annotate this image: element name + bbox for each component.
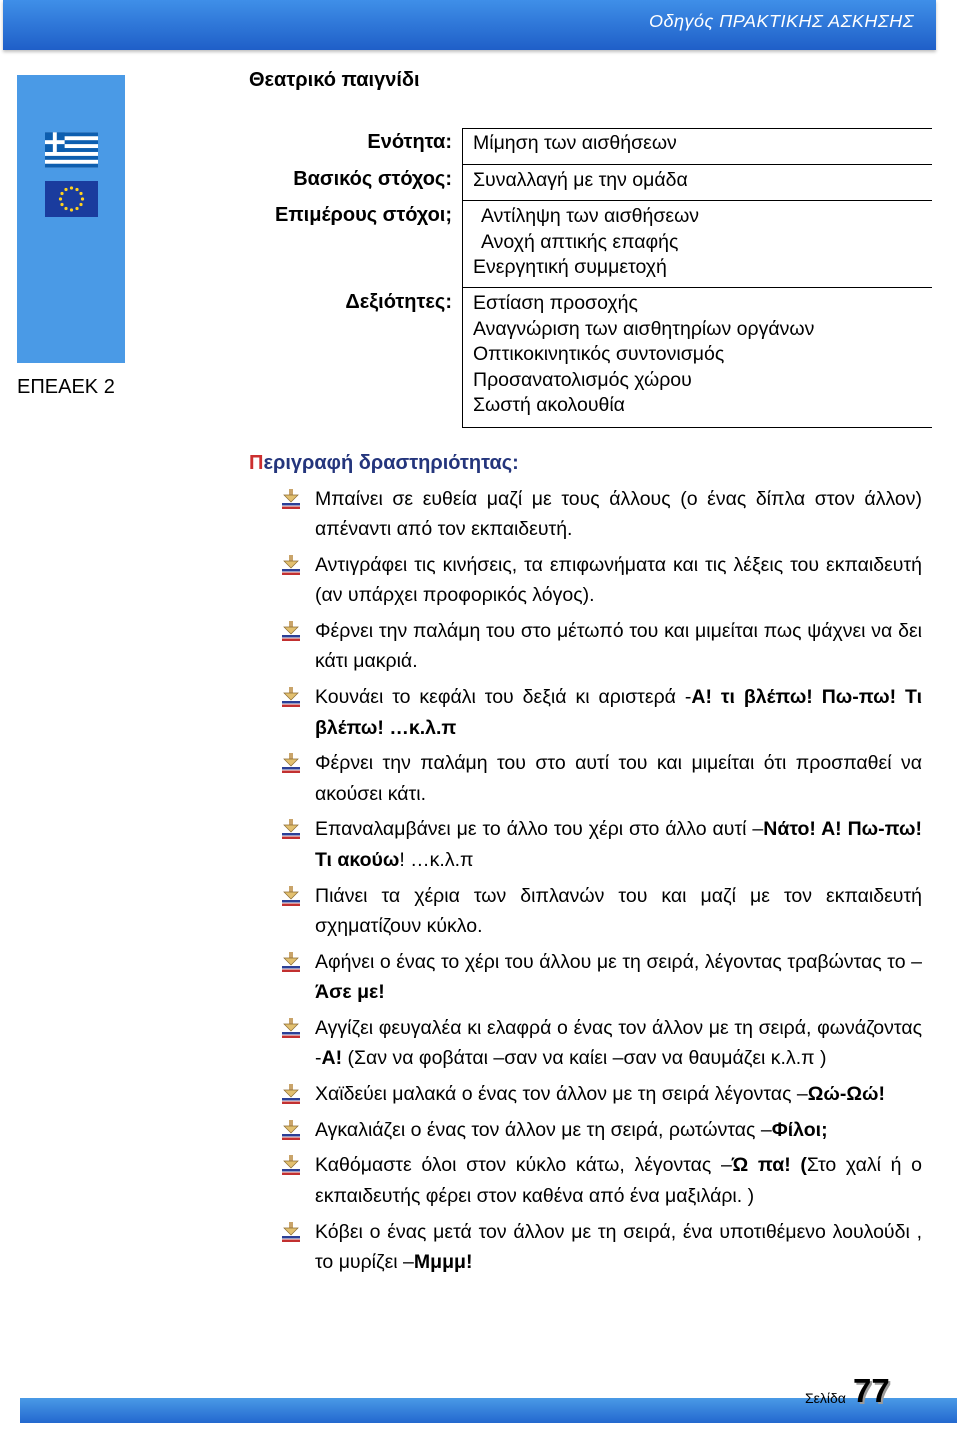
list-item [281, 550, 922, 611]
arrow-bullet-icon [281, 886, 301, 906]
arrow-bullet-icon [281, 819, 301, 839]
item-tail: ! …κ.λ.π [399, 848, 474, 871]
skill-value: Προσανατολισμός χώρου [473, 368, 692, 391]
item-text: Φέρνει την παλάμη του στο μέτωπό του και μιμείται πως ψάχνει να δει κάτι μακριά. [315, 620, 922, 673]
table-rule [462, 128, 932, 129]
arrow-bullet-icon [281, 687, 301, 707]
item-text: Επαναλαμβάνει με το άλλο του χέρι στο άλλο αυτί – [315, 818, 764, 841]
eu-flag-icon [45, 181, 98, 217]
activity-title: Θεατρικό παιγνίδι [249, 69, 420, 91]
main-goal-value: Συναλλαγή με την ομάδα [473, 169, 688, 191]
item-text: Μπαίνει σε ευθεία μαζί με τους άλλους (ο ένας δίπλα στον άλλον) απέναντι από τον εκπαιδευτή. [315, 488, 922, 541]
list-item [281, 484, 922, 545]
greek-flag-icon [45, 132, 98, 168]
item-text: Χαϊδεύει μαλακά ο ένας τον άλλον με τη σειρά λέγοντας – [315, 1082, 808, 1105]
item-emphasis: Φίλοι; [771, 1118, 828, 1141]
program-label: ΕΠΕΑΕΚ 2 [17, 376, 115, 398]
skills-label: Δεξιότητες: [345, 291, 452, 313]
skill-value: Αναγνώριση των αισθητηρίων οργάνων [473, 317, 815, 340]
item-text: Καθόμαστε όλοι στον κύκλο κάτω, λέγοντας – [315, 1154, 732, 1177]
table-divider [462, 128, 463, 428]
list-item [281, 1079, 922, 1109]
unit-label: Ενότητα: [367, 131, 452, 153]
page-label: Σελίδα [805, 1390, 846, 1406]
arrow-bullet-icon [281, 952, 301, 972]
list-item [281, 748, 922, 809]
item-emphasis: Μμμμ! [413, 1250, 473, 1273]
page-number: 77 [853, 1372, 890, 1409]
item-text: Αγγίζει φευγαλέα κι ελαφρά ο ένας τον άλλον με τη σειρά, φωνάζοντας - [315, 1016, 922, 1070]
item-emphasis: Α! τι βλέπω! Πω-πω! Τι βλέπω! …κ.λ.π [315, 686, 922, 739]
item-emphasis: Νάτο! Α! Πω-πω! Τι ακούω [315, 818, 922, 871]
skill-value: Εστίαση προσοχής [473, 292, 638, 314]
arrow-bullet-icon [281, 753, 301, 773]
item-text: Αντιγράφει τις κινήσεις, τα επιφωνήματα και τις λέξεις του εκπαιδευτή (αν υπάρχει προφορικός λόγος). [315, 554, 922, 607]
unit-value: Μίμηση των αισθήσεων [473, 132, 677, 154]
list-item [281, 682, 922, 743]
item-tail: (Σαν να φοβάται –σαν να καίει –σαν να θαυμάζει κ.λ.π ) [342, 1047, 827, 1070]
description-title: Περιγραφή δραστηριότητας: [249, 452, 519, 474]
item-text: Κουνάει το κεφάλι του δεξιά κι αριστερά - [315, 686, 692, 709]
sub-goal-value: Ενεργητική συμμετοχή [473, 256, 667, 278]
list-item [281, 881, 922, 942]
main-goal-label: Βασικός στόχος: [293, 168, 452, 190]
item-emphasis: Ώ πα! ( [731, 1154, 807, 1177]
list-item [281, 1217, 922, 1278]
skill-value: Σωστή ακολουθία [473, 394, 625, 416]
header-bar [3, 0, 936, 50]
list-item [281, 616, 922, 677]
sub-goal-value: Ανοχή απτικής επαφής [481, 230, 679, 253]
arrow-bullet-icon [281, 1155, 301, 1175]
sub-goals-label: Επιμέρους στόχοι; [275, 204, 452, 226]
item-tail: Στο χαλί ή ο εκπαιδευτής φέρει στον καθένα από ένα μαξιλάρι. ) [315, 1154, 923, 1207]
side-panel [17, 75, 125, 363]
item-emphasis: Ωώ-Ωώ! [807, 1082, 885, 1105]
arrow-bullet-icon [281, 555, 301, 575]
item-emphasis: Α! [321, 1047, 343, 1070]
description-list [281, 484, 922, 1283]
item-text: Πιάνει τα χέρια των διπλανών του και μαζί με τον εκπαιδευτή σχηματίζουν κύκλο. [315, 884, 922, 937]
item-text: Κόβει ο ένας μετά τον άλλον με τη σειρά, ένα υποτιθέμενο λουλούδι , το μυρίζει – [315, 1220, 922, 1273]
skill-value: Οπτικοκινητικός συντονισμός [473, 343, 725, 365]
table-rule [462, 200, 932, 201]
arrow-bullet-icon [281, 621, 301, 641]
list-item [281, 1150, 922, 1211]
list-item [281, 1115, 922, 1145]
table-rule [462, 164, 932, 165]
item-text: Αγκαλιάζει ο ένας τον άλλον με τη σειρά, ρωτώντας – [315, 1118, 772, 1141]
header-title: Οδηγός ΠΡΑΚΤΙΚΗΣ ΑΣΚΗΣΗΣ [648, 11, 914, 31]
arrow-bullet-icon [281, 1120, 301, 1140]
list-item [281, 814, 922, 875]
list-item [281, 947, 922, 1008]
arrow-bullet-icon [281, 1018, 301, 1038]
sub-goal-value: Αντίληψη των αισθήσεων [481, 205, 700, 227]
item-text: Αφήνει ο ένας το χέρι του άλλου με τη σειρά, λέγοντας τραβώντας το – [315, 950, 922, 973]
arrow-bullet-icon [281, 489, 301, 509]
item-emphasis: Άσε με! [315, 980, 385, 1003]
table-rule [462, 427, 932, 428]
list-item [281, 1013, 922, 1074]
arrow-bullet-icon [281, 1084, 301, 1104]
item-text: Φέρνει την παλάμη του στο αυτί του και μιμείται ότι προσπαθεί να ακούσει κάτι. [315, 752, 922, 805]
table-rule [462, 287, 932, 288]
arrow-bullet-icon [281, 1222, 301, 1242]
